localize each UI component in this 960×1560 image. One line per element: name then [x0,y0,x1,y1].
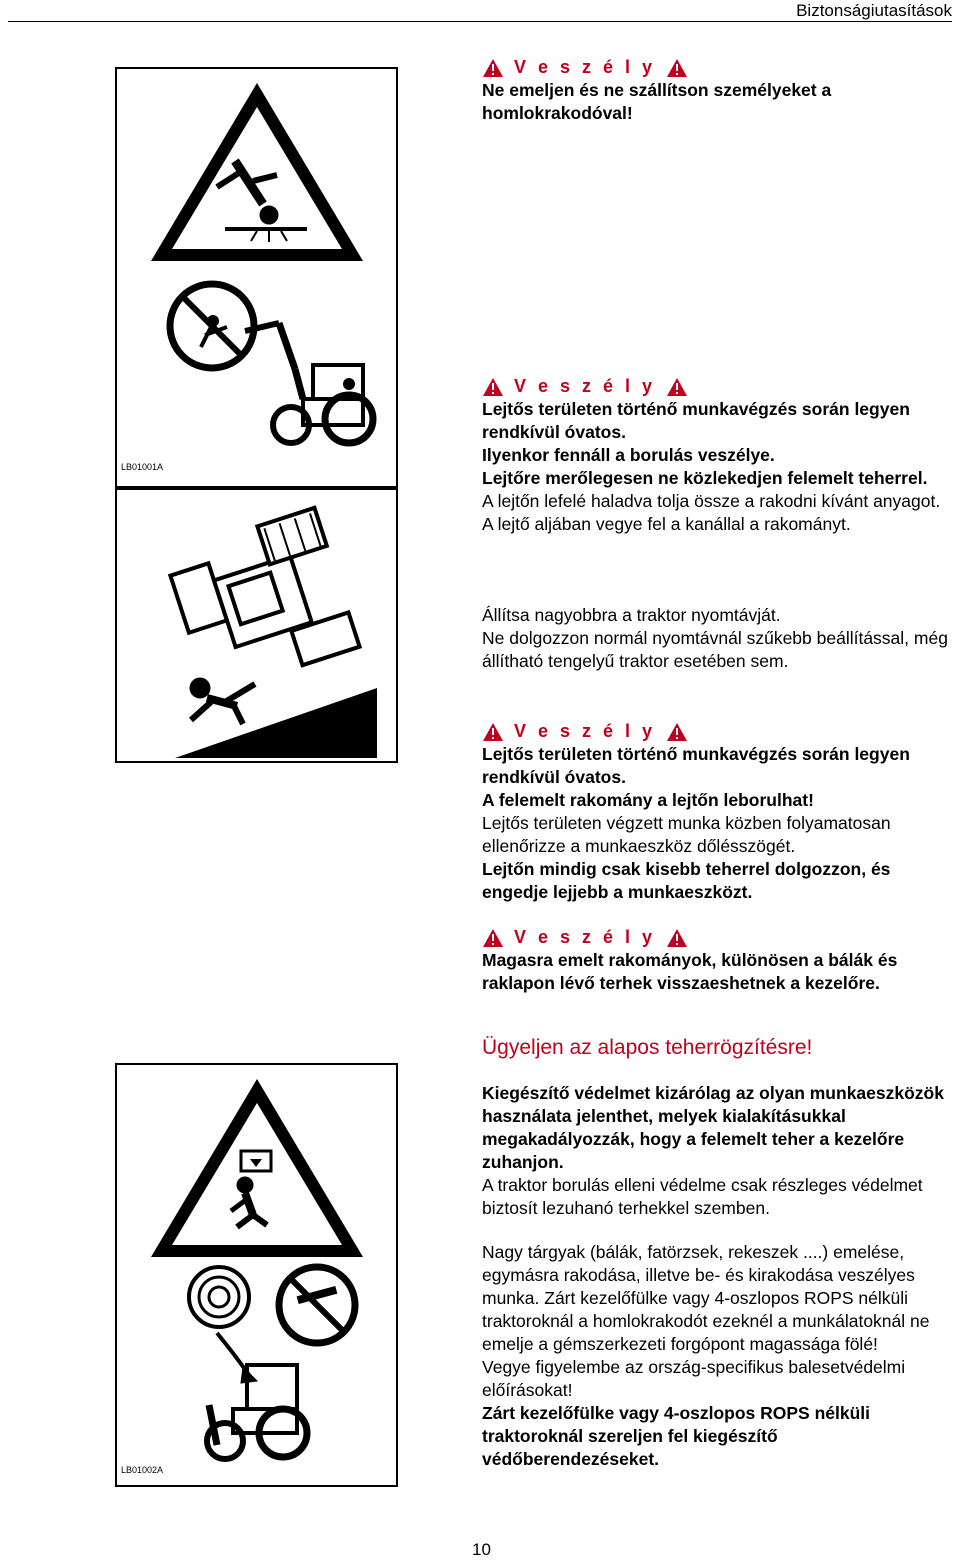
running-header: Biztonságiutasítások [796,1,952,20]
body-text: A traktor borulás elleni védelme csak részleges védelmet biztosít lezuhanó terhekkel szemben. [482,1175,923,1218]
danger-text: Lejtős területen történő munkavégzés során legyen rendkívül óvatos. [482,744,910,787]
warning-heading: V e s z é l y [482,56,954,79]
info-block-2 [482,1241,954,1471]
tractor-loader-icon [245,323,373,443]
warning-triangle-icon [666,722,688,742]
warning-triangle-icon [666,58,688,78]
danger-block-3 [482,720,954,904]
danger-text: A felemelt rakomány a lejtőn leborulhat! [482,790,814,810]
danger-block-4 [482,926,954,995]
header-rule [8,21,952,22]
danger-text: Lejtőn mindig csak kisebb teherrel dolgozzon, és engedje lejjebb a munkaeszközt. [482,859,891,902]
danger-block-1 [482,56,954,125]
figure-code: LB01002A [121,1465,164,1475]
figure-1-safety-decal [115,67,398,488]
warning-heading: V e s z é l y [482,720,954,743]
warning-triangle-icon [151,83,363,261]
danger-text: Lejtőre merőlegesen ne közlekedjen felemelt teherrel. [482,468,928,488]
body-text: Nagy tárgyak (bálák, fatörzsek, rekeszek ....) emelése, egymásra rakodása, illetve be- és kirakodása veszélyes munka. Zárt kezelőfülke vagy 4-oszlopos ROPS nélküli traktoroknál a homlokrakodót ezeknél a munkálatoknál ne emelje a gémszerkezeti forgópont magassága fölé! [482,1242,930,1354]
warning-triangle-icon [482,58,504,78]
warning-triangle-icon [666,377,688,397]
warning-triangle-icon [482,377,504,397]
section-heading [482,1036,954,1059]
instruction-block [482,604,954,673]
warning-heading: V e s z é l y [482,926,954,949]
body-text-bold: Kiegészítő védelmet kizárólag az olyan munkaeszközök használata jelenthet, melyek kialakításukkal megakadályozzák, hogy a felemelt teher a kezelőre zuhanjon. [482,1083,944,1172]
body-text: Vegye figyelembe az ország-specifikus balesetvédelmi előírásokat! [482,1357,906,1400]
no-lifting-icon [279,1267,355,1343]
warning-triangle-icon [482,928,504,948]
figure-2-safety-decal [115,1063,398,1487]
danger-block-2 [482,375,954,536]
body-text: Állítsa nagyobbra a traktor nyomtávját. [482,605,781,625]
figure-code: LB01001A [121,462,164,472]
figure-1-slope-decal [115,488,398,763]
danger-text: Ne emeljen és ne szállítson személyeket a homlokrakodóval! [482,80,832,123]
body-text: A lejtőn lefelé haladva tolja össze a rakodni kívánt anyagot. A lejtő aljában vegye fel a kanállal a rakományt. [482,491,941,534]
info-block-1 [482,1082,954,1220]
warning-triangle-icon [151,1079,363,1257]
body-text: Lejtős területen végzett munka közben folyamatosan ellenőrizze a munkaeszköz dőlésszögét. [482,813,891,856]
body-text: Ne dolgozzon normál nyomtávnál szűkebb beállítással, még állítható tengelyű traktor esetében sem. [482,628,948,671]
body-text-bold: Zárt kezelőfülke vagy 4-oszlopos ROPS nélküli traktoroknál szereljen fel kiegészítő védőberendezéseket. [482,1403,871,1469]
warning-heading: V e s z é l y [482,375,954,398]
tractor-loader-icon [207,1365,307,1459]
danger-text: Lejtős területen történő munkavégzés során legyen rendkívül óvatos. [482,399,910,442]
danger-text: Magasra emelt rakományok, különösen a bálák és raklapon lévő terhek visszaeshetnek a kezelőre. [482,950,898,993]
no-riding-loader-icon [170,284,254,368]
page-number: 10 [472,1540,491,1559]
warning-triangle-icon [482,722,504,742]
danger-text: Ilyenkor fennáll a borulás veszélye. [482,445,775,465]
warning-triangle-icon [666,928,688,948]
heading-text: Ügyeljen az alapos teherrögzítésre! [482,1036,813,1059]
